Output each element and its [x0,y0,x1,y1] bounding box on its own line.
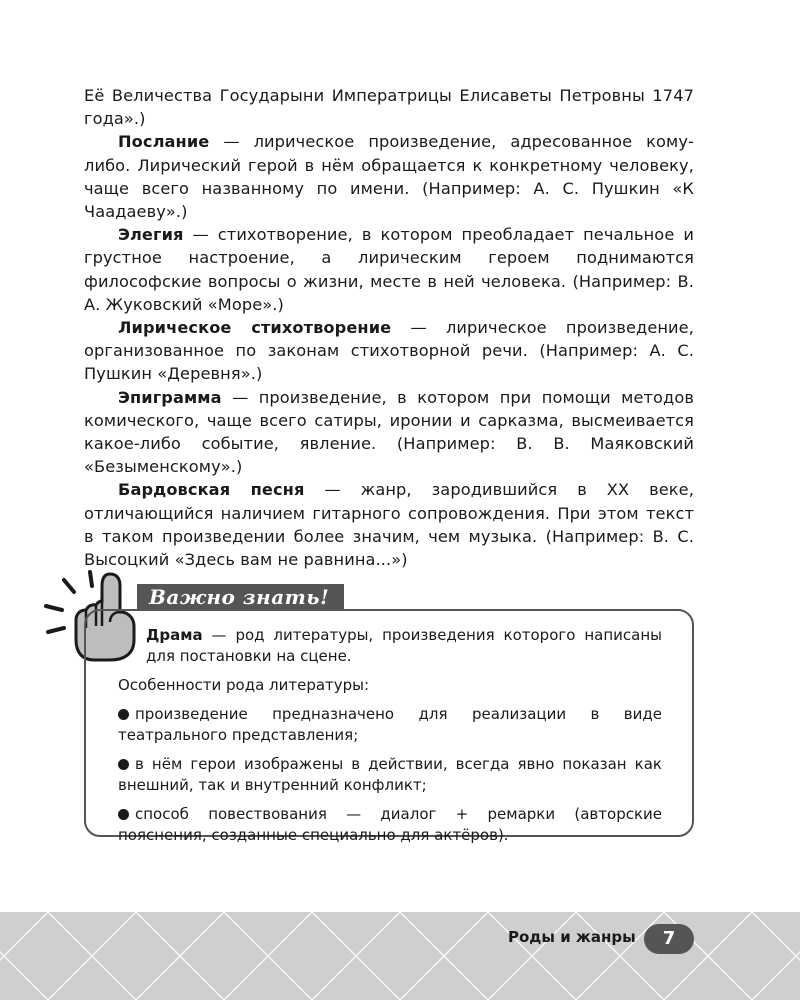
term: Эпиграмма [118,387,222,407]
term: Бардовская песня [118,480,305,500]
important-label: Важно знать! [137,584,344,610]
definition-text: — жанр, зародившийся в XX веке, отличающийся наличием гитарного сопровождения. При этом текст в таком произведении более значим, чем музыка. (Например: В. С. Высоцкий «Здесь вам не равнина...») [84,480,694,570]
definition-text: — лирическое произведение, организованное по законам стихотворной речи. (Например: А. С. Пушкин «Деревня».) [84,318,694,384]
definition-lyric-poem [84,316,694,386]
continuation-paragraph: Её Величества Государыни Императрицы Елисаветы Петровны 1747 года».) [84,86,694,129]
bullet-icon [118,809,129,820]
feature-text: способ повествования — диалог + ремарки (авторские пояснения, созданные специально для актёров). [118,805,662,844]
feature-item [118,804,662,846]
definition-elegia [84,223,694,316]
definition-bard-song [84,478,694,571]
term: Послание [118,132,210,152]
important-box [84,609,694,844]
section-title: Роды и жанры [508,928,636,946]
definition-text: — произведение, в котором при помощи методов комического, чаще всего сатиры, иронии и сарказма, высмеивается какое-либо событие, явление. (Например: В. В. Маяковский «Безыменскому».) [84,387,694,477]
definition-epigram [84,386,694,479]
feature-text: произведение предназначено для реализации в виде театрального представления; [118,705,662,744]
features-title: Особенности рода литературы: [118,676,370,694]
term: Элегия [118,225,184,245]
definition-text: — стихотворение, в котором преобладает печальное и грустное настроение, а лирическим героем поднимаются философские вопросы о жизни, месте в ней человека. (Например: В. А. Жуковский «Море».) [84,225,694,314]
main-text [84,84,694,571]
feature-item [118,754,662,796]
feature-item [118,704,662,746]
term: Драма [146,626,203,644]
feature-text: в нём герои изображены в действии, всегда явно показан как внешний, так и внутренний конфликт; [118,755,662,794]
term: Лирическое стихотворение [118,318,392,338]
drama-definition [146,625,662,667]
bullet-icon [118,759,129,770]
bullet-icon [118,709,129,720]
page-number-badge: 7 [644,924,694,954]
definition-poslanie [84,130,694,223]
definition-text: — лирическое произведение, адресованное кому-либо. Лирический герой в нём обращается к конкретному человеку, чаще всего названному по имени. (Например: А. С. Пушкин «К Чаадаеву».) [84,132,694,222]
definition-text: — род литературы, произведения которого написаны для постановки на сцене. [146,626,662,665]
